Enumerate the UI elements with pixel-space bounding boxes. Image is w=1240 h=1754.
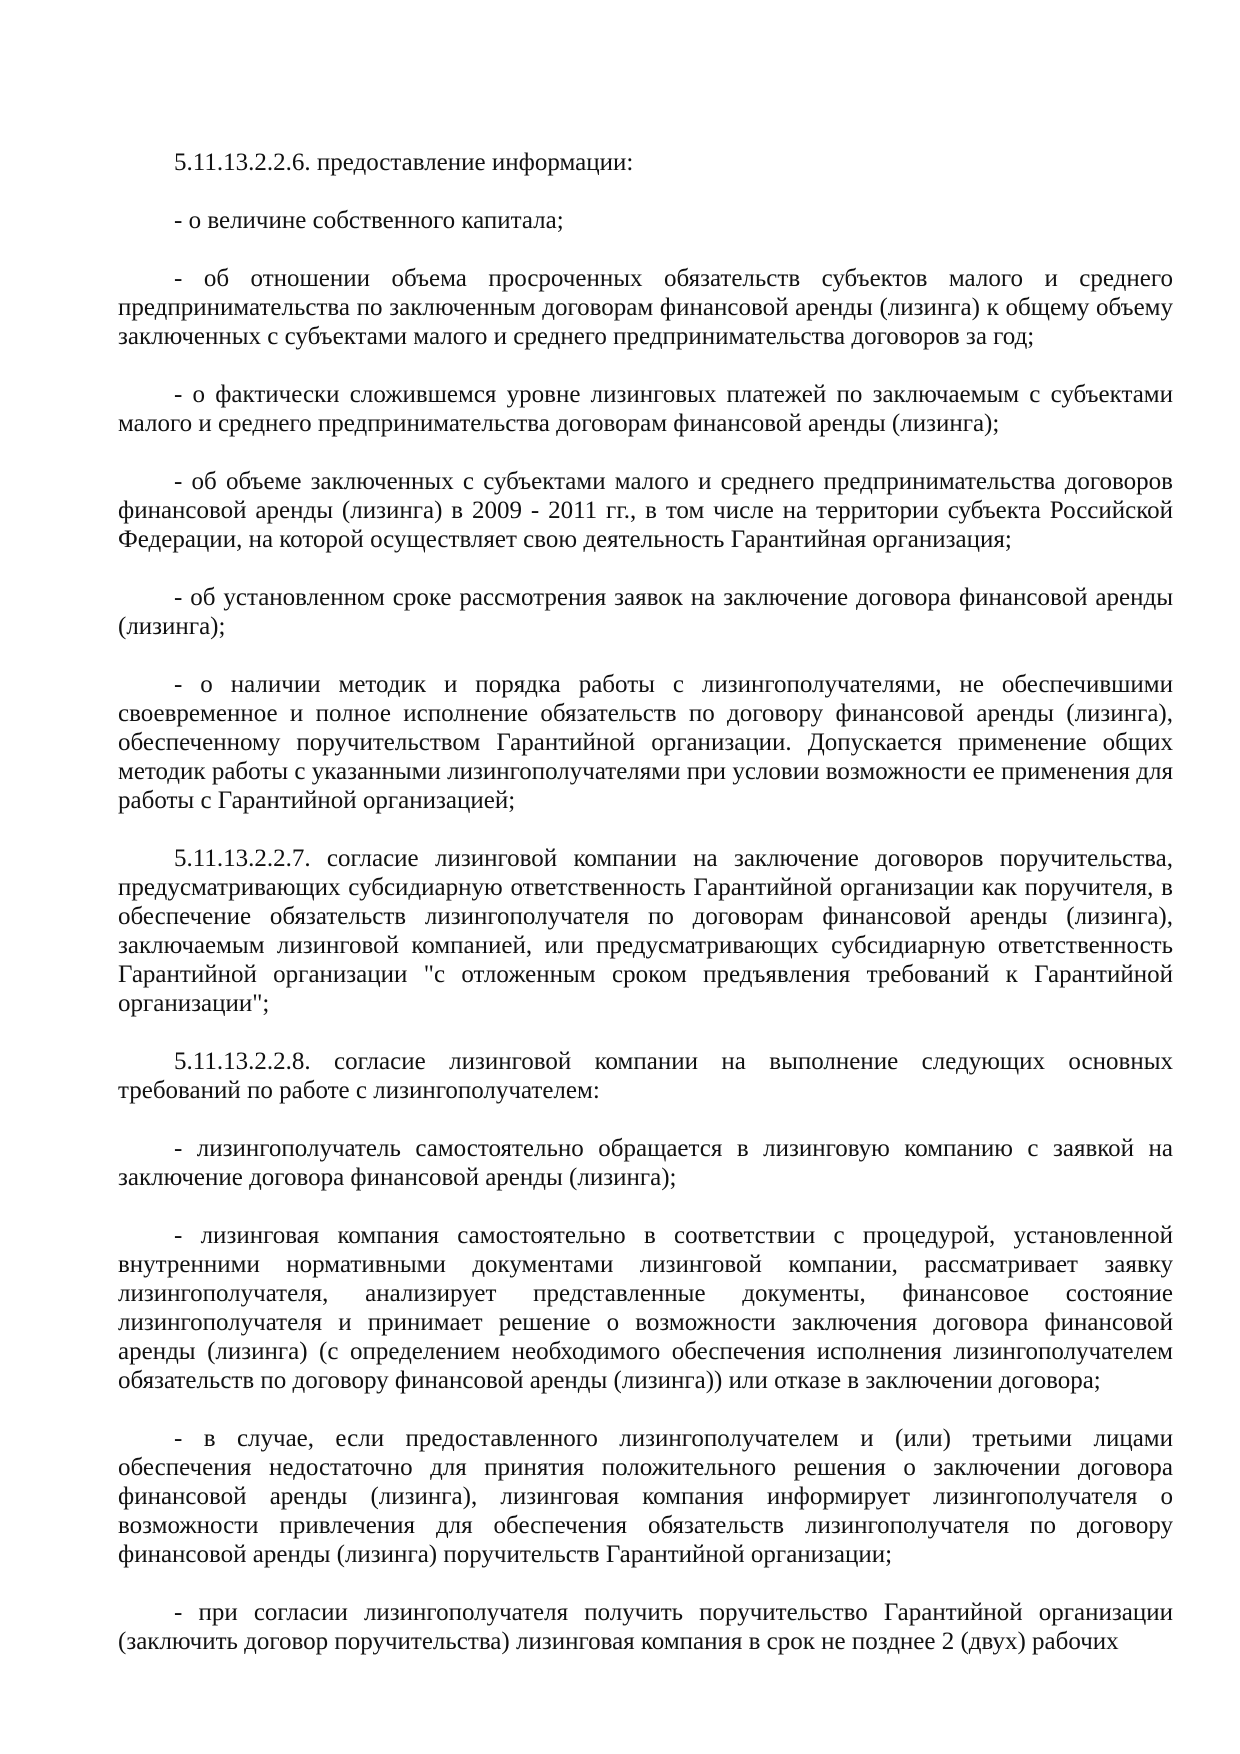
list-item-equity: - о величине собственного капитала;	[174, 207, 564, 234]
list-item-lease-payments: - о фактически сложившемся уровне лизинговых платежей по заключаемым с субъектами малого и среднего предпринимательства договорам финансовой аренды (лизинга);	[118, 381, 1173, 437]
clause-5-11-13-2-2-8: 5.11.13.2.2.8. согласие лизинговой компании на выполнение следующих основных требований по работе с лизингополучателем:	[118, 1048, 1173, 1104]
list-item-review-term: - об установленном сроке рассмотрения заявок на заключение договора финансовой аренды (лизинга);	[118, 584, 1173, 640]
list-item-overdue-ratio: - об отношении объема просроченных обязательств субъектов малого и среднего предпринимательства по заключенным договорам финансовой аренды (лизинга) к общему объему заключенных с субъектами малого и среднего предпринимательства договоров за год;	[118, 265, 1173, 350]
list-item-methodologies: - о наличии методик и порядка работы с лизингополучателями, не обеспечившими своевременное и полное исполнение обязательств по договору финансовой аренды (лизинга), обеспеченному поручительством Гарантийной организации. Допускается применение общих методик работы с указанными лизингополучателями при условии возможности ее применения для работы с Гарантийной организацией;	[118, 671, 1173, 814]
clause-5-11-13-2-2-6: 5.11.13.2.2.6. предоставление информации:	[174, 149, 634, 176]
list-item-lessee-applies: - лизингополучатель самостоятельно обращается в лизинговую компанию с заявкой на заключение договора финансовой аренды (лизинга);	[118, 1135, 1173, 1191]
list-item-company-reviews: - лизинговая компания самостоятельно в соответствии с процедурой, установленной внутренними нормативными документами лизинговой компании, рассматривает заявку лизингополучателя, анализирует представленные документы, финансовое состояние лизингополучателя и принимает решение о возможности заключения договора финансовой аренды (лизинга) (с определением необходимого обеспечения исполнения лизингополучателем обязательств по договору финансовой аренды (лизинга)) или отказе в заключении договора;	[118, 1222, 1173, 1394]
clause-5-11-13-2-2-7: 5.11.13.2.2.7. согласие лизинговой компании на заключение договоров поручительства, предусматривающих субсидиарную ответственность Гарантийной организации как поручителя, в обеспечение обязательств лизингополучателя по договорам финансовой аренды (лизинга), заключаемым лизинговой компанией, или предусматривающих субсидиарную ответственность Гарантийной организации "с отложенным сроком предъявления требований к Гарантийной организации";	[118, 845, 1173, 1017]
list-item-lessee-consent: - при согласии лизингополучателя получить поручительство Гарантийной организации (заключить договор поручительства) лизинговая компания в срок не позднее 2 (двух) рабочих	[118, 1599, 1173, 1655]
list-item-contract-volume: - об объеме заключенных с субъектами малого и среднего предпринимательства договоров финансовой аренды (лизинга) в 2009 - 2011 гг., в том числе на территории субъекта Российской Федерации, на которой осуществляет свою деятельность Гарантийная организация;	[118, 468, 1173, 553]
document-body	[118, 148, 1173, 1656]
list-item-insufficient-security: - в случае, если предоставленного лизингополучателем и (или) третьими лицами обеспечения недостаточно для принятия положительного решения о заключении договора финансовой аренды (лизинга), лизинговая компания информирует лизингополучателя о возможности привлечения для обеспечения обязательств лизингополучателя по договору финансовой аренды (лизинга) поручительств Гарантийной организации;	[118, 1425, 1173, 1568]
